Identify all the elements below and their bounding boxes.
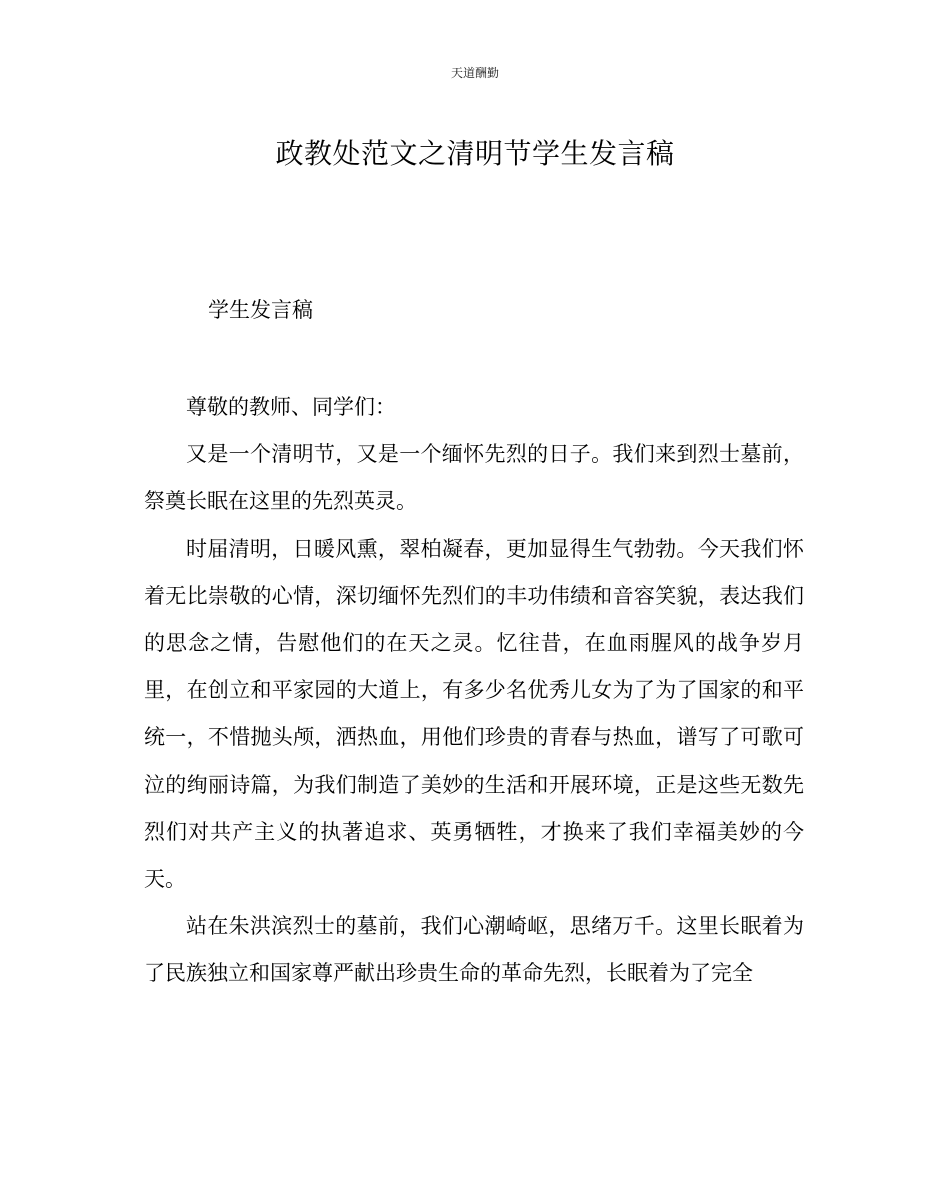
document-subtitle: 学生发言稿 (208, 298, 313, 322)
body-paragraph-3: 站在朱洪滨烈士的墓前，我们心潮崎岖，思绪万千。这里长眠着为了民族独立和国家尊严献出珍贵生命的革命先烈，长眠着为了完全 (144, 914, 804, 986)
page-header: 天道酬勤 (450, 66, 499, 80)
document-body (144, 384, 804, 998)
greeting-paragraph: 尊敬的教师、同学们： (186, 395, 396, 419)
document-title: 政教处范文之清明节学生发言稿 (275, 137, 675, 170)
body-paragraph-1: 又是一个清明节，又是一个缅怀先烈的日子。我们来到烈士墓前，祭奠长眠在这里的先烈英灵。 (144, 442, 804, 514)
body-paragraph-2: 时届清明，日暖风熏，翠柏凝春，更加显得生气勃勃。今天我们怀着无比崇敬的心情，深切缅怀先烈们的丰功伟绩和音容笑貌，表达我们的思念之情，告慰他们的在天之灵。忆往昔，在血雨腥风的战争岁月里，在创立和平家园的大道上，有多少名优秀儿女为了为了国家的和平统一，不惜抛头颅，洒热血，用他们珍贵的青春与热血，谱写了可歌可泣的绚丽诗篇，为我们制造了美妙的生活和开展环境，正是这些无数先烈们对共产主义的执著追求、英勇牺牲，才换来了我们幸福美妙的今天。 (144, 536, 804, 892)
